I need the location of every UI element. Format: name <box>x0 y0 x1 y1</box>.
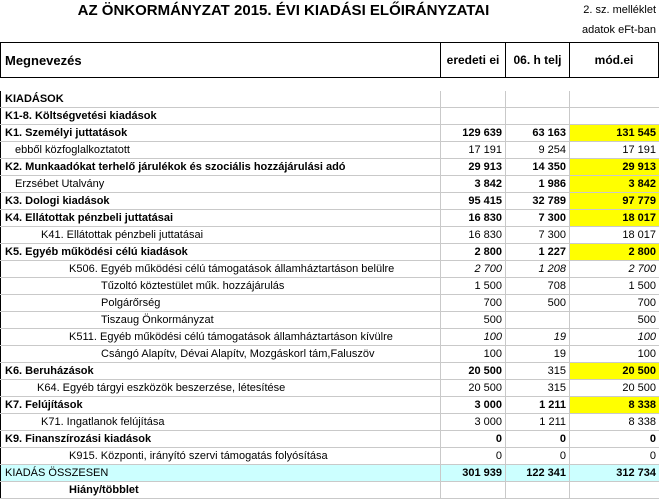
row-label[interactable]: K9. Finanszírozási kiadások <box>1 431 441 448</box>
cell-performance[interactable]: 63 163 <box>506 125 570 142</box>
table-row <box>1 397 659 414</box>
row-label[interactable]: K506. Egyéb működési célú támogatások államháztartáson belülre <box>1 261 441 278</box>
cell-modified[interactable]: 500 <box>570 312 659 329</box>
cell-modified[interactable]: 0 <box>570 431 659 448</box>
cell-original[interactable]: 500 <box>441 312 506 329</box>
table-row <box>1 278 659 295</box>
cell-modified[interactable]: 700 <box>570 295 659 312</box>
row-label[interactable]: Tiszaug Önkormányzat <box>1 312 441 329</box>
cell-original[interactable]: 20 500 <box>441 363 506 380</box>
cell-performance[interactable] <box>506 482 570 499</box>
cell-modified[interactable]: 2 800 <box>570 244 659 261</box>
row-label[interactable]: ebből közfoglalkoztatott <box>1 142 441 159</box>
table-row <box>1 363 659 380</box>
row-label[interactable]: Tűzoltó köztestület műk. hozzájárulás <box>1 278 441 295</box>
row-label[interactable]: K64. Egyéb tárgyi eszközök beszerzése, létesítése <box>1 380 441 397</box>
cell-original[interactable]: 17 191 <box>441 142 506 159</box>
cell-original[interactable]: 2 800 <box>441 244 506 261</box>
cell-original[interactable]: 3 000 <box>441 397 506 414</box>
cell-modified[interactable]: 100 <box>570 329 659 346</box>
table-row <box>1 227 659 244</box>
units-note: adatok eFt-ban <box>567 24 659 36</box>
cell-original[interactable]: 0 <box>441 448 506 465</box>
cell-performance[interactable]: 122 341 <box>506 465 570 482</box>
row-label[interactable]: K5. Egyéb működési célú kiadások <box>1 244 441 261</box>
header-performance[interactable]: 06. h telj <box>506 43 570 77</box>
cell-original[interactable]: 3 842 <box>441 176 506 193</box>
table-row <box>1 448 659 465</box>
cell-performance[interactable]: 9 254 <box>506 142 570 159</box>
row-label[interactable]: K7. Felújítások <box>1 397 441 414</box>
row-label[interactable]: K915. Központi, irányító szervi támogatás folyósítása <box>1 448 441 465</box>
cell-performance[interactable]: 7 300 <box>506 227 570 244</box>
cell-original[interactable]: 29 913 <box>441 159 506 176</box>
table-row <box>1 380 659 397</box>
cell-modified[interactable]: 3 842 <box>570 176 659 193</box>
cell-modified[interactable]: 97 779 <box>570 193 659 210</box>
header-modified[interactable]: mód.ei <box>570 43 658 77</box>
cell-performance[interactable]: 1 227 <box>506 244 570 261</box>
cell-original[interactable]: 20 500 <box>441 380 506 397</box>
cell-performance[interactable] <box>506 312 570 329</box>
cell-modified[interactable]: 312 734 <box>570 465 659 482</box>
cell-modified[interactable] <box>570 482 659 499</box>
cell-original[interactable] <box>441 91 506 108</box>
header-original[interactable]: eredeti ei <box>441 43 506 77</box>
cell-modified[interactable]: 18 017 <box>570 210 659 227</box>
cell-original[interactable] <box>441 108 506 125</box>
row-label[interactable]: KIADÁSOK <box>1 91 441 108</box>
row-label[interactable]: Erzsébet Utalvány <box>1 176 441 193</box>
table-row <box>1 329 659 346</box>
row-label[interactable]: K1-8. Költségvetési kiadások <box>1 108 441 125</box>
cell-modified[interactable]: 1 500 <box>570 278 659 295</box>
row-label[interactable]: K71. Ingatlanok felújítása <box>1 414 441 431</box>
cell-original[interactable]: 16 830 <box>441 210 506 227</box>
table-row <box>1 210 659 227</box>
cell-performance[interactable]: 14 350 <box>506 159 570 176</box>
table-row <box>1 312 659 329</box>
table-row <box>1 482 659 499</box>
table-row <box>1 346 659 363</box>
cell-original[interactable]: 301 939 <box>441 465 506 482</box>
table-row <box>1 142 659 159</box>
cell-performance[interactable]: 315 <box>506 363 570 380</box>
cell-original[interactable] <box>441 482 506 499</box>
cell-modified[interactable] <box>570 91 659 108</box>
cell-original[interactable]: 2 700 <box>441 261 506 278</box>
cell-original[interactable]: 3 000 <box>441 414 506 431</box>
cell-performance[interactable] <box>506 91 570 108</box>
cell-original[interactable]: 100 <box>441 346 506 363</box>
table-row <box>1 176 659 193</box>
cell-original[interactable]: 1 500 <box>441 278 506 295</box>
cell-modified[interactable]: 18 017 <box>570 227 659 244</box>
cell-performance[interactable]: 1 211 <box>506 397 570 414</box>
table-row <box>1 244 659 261</box>
row-label[interactable]: Hiány/többlet <box>1 482 441 499</box>
table-header <box>0 42 659 78</box>
cell-modified[interactable]: 2 700 <box>570 261 659 278</box>
cell-original[interactable]: 95 415 <box>441 193 506 210</box>
cell-performance[interactable] <box>506 108 570 125</box>
cell-modified[interactable]: 0 <box>570 448 659 465</box>
budget-table <box>0 91 659 499</box>
row-label[interactable]: Polgárőrség <box>1 295 441 312</box>
cell-performance[interactable]: 19 <box>506 346 570 363</box>
table-row <box>1 295 659 312</box>
header-name[interactable]: Megnevezés <box>1 43 441 77</box>
cell-modified[interactable]: 17 191 <box>570 142 659 159</box>
cell-performance[interactable]: 7 300 <box>506 210 570 227</box>
cell-performance[interactable]: 708 <box>506 278 570 295</box>
cell-original[interactable]: 16 830 <box>441 227 506 244</box>
table-row <box>1 261 659 278</box>
page-title: AZ ÖNKORMÁNYZAT 2015. ÉVI KIADÁSI ELŐIRÁNYZATAI <box>0 0 567 24</box>
cell-modified[interactable]: 131 545 <box>570 125 659 142</box>
cell-performance[interactable]: 32 789 <box>506 193 570 210</box>
cell-performance[interactable]: 1 211 <box>506 414 570 431</box>
cell-modified[interactable]: 20 500 <box>570 363 659 380</box>
row-label[interactable]: K2. Munkaadókat terhelő járulékok és szociális hozzájárulási adó <box>1 159 441 176</box>
cell-modified[interactable]: 20 500 <box>570 380 659 397</box>
row-label[interactable]: K1. Személyi juttatások <box>1 125 441 142</box>
table-row <box>1 414 659 431</box>
cell-modified[interactable]: 100 <box>570 346 659 363</box>
cell-original[interactable]: 0 <box>441 431 506 448</box>
cell-modified[interactable] <box>570 108 659 125</box>
cell-modified[interactable]: 29 913 <box>570 159 659 176</box>
row-label[interactable]: K6. Beruházások <box>1 363 441 380</box>
row-label[interactable]: K4. Ellátottak pénzbeli juttatásai <box>1 210 441 227</box>
table-row <box>1 431 659 448</box>
table-row <box>1 159 659 176</box>
row-label[interactable]: KIADÁS ÖSSZESEN <box>1 465 441 482</box>
cell-performance[interactable]: 19 <box>506 329 570 346</box>
cell-original[interactable]: 129 639 <box>441 125 506 142</box>
table-row-total <box>1 465 659 482</box>
row-label[interactable]: K511. Egyéb működési célú támogatások államháztartáson kívülre <box>1 329 441 346</box>
cell-modified[interactable]: 8 338 <box>570 397 659 414</box>
cell-performance[interactable]: 0 <box>506 448 570 465</box>
row-label[interactable]: K41. Ellátottak pénzbeli juttatásai <box>1 227 441 244</box>
cell-performance[interactable]: 500 <box>506 295 570 312</box>
row-label[interactable]: Csángó Alapítv, Dévai Alapítv, Mozgáskorl tám,Faluszöv <box>1 346 441 363</box>
cell-performance[interactable]: 315 <box>506 380 570 397</box>
attachment-note: 2. sz. melléklet <box>567 4 659 16</box>
table-row <box>1 193 659 210</box>
cell-performance[interactable]: 1 986 <box>506 176 570 193</box>
table-row <box>1 125 659 142</box>
cell-performance[interactable]: 1 208 <box>506 261 570 278</box>
row-label[interactable]: K3. Dologi kiadások <box>1 193 441 210</box>
cell-original[interactable]: 700 <box>441 295 506 312</box>
cell-modified[interactable]: 8 338 <box>570 414 659 431</box>
table-row <box>1 91 659 108</box>
cell-performance[interactable]: 0 <box>506 431 570 448</box>
table-row <box>1 108 659 125</box>
cell-original[interactable]: 100 <box>441 329 506 346</box>
